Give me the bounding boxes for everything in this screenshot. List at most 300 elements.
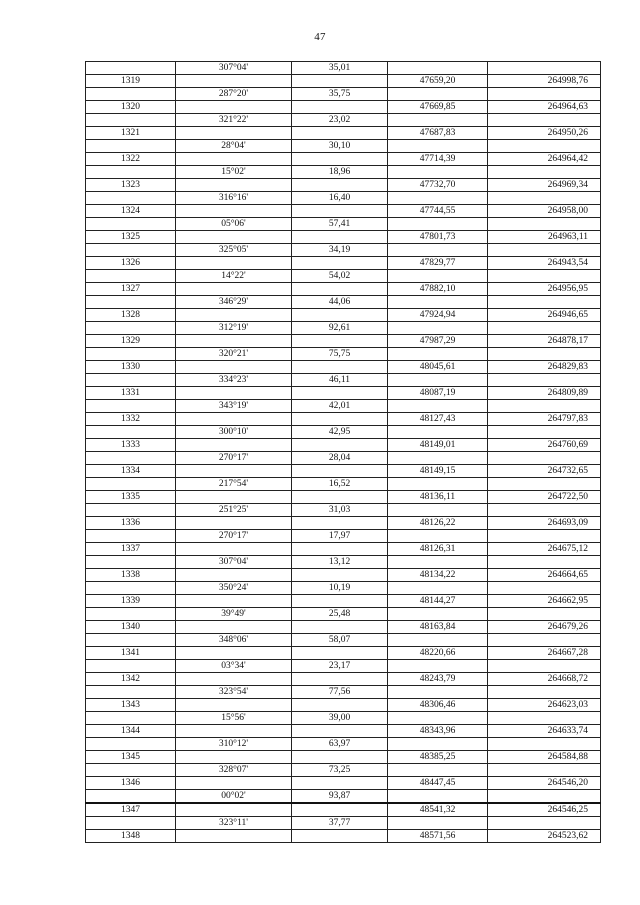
distance-cell: 25,48 (292, 608, 388, 621)
point-id-cell (86, 140, 176, 153)
distance-cell (292, 309, 388, 322)
y-coordinate-cell (488, 686, 601, 699)
y-coordinate-cell: 264679,26 (488, 621, 601, 634)
point-row (86, 205, 601, 218)
point-row (86, 257, 601, 270)
y-coordinate-cell (488, 608, 601, 621)
y-coordinate-cell (488, 192, 601, 205)
x-coordinate-cell: 47669,85 (388, 101, 488, 114)
x-coordinate-cell: 48541,32 (388, 803, 488, 817)
angle-cell: 251°25' (176, 504, 292, 517)
point-row (86, 387, 601, 400)
point-id-cell: 1321 (86, 127, 176, 140)
measure-row (86, 62, 601, 75)
angle-cell (176, 75, 292, 88)
x-coordinate-cell: 48149,15 (388, 465, 488, 478)
angle-cell: 270°17' (176, 452, 292, 465)
point-id-cell: 1342 (86, 673, 176, 686)
distance-cell: 30,10 (292, 140, 388, 153)
distance-cell (292, 543, 388, 556)
angle-cell: 00°02' (176, 790, 292, 804)
distance-cell: 77,56 (292, 686, 388, 699)
x-coordinate-cell: 48134,22 (388, 569, 488, 582)
x-coordinate-cell (388, 296, 488, 309)
y-coordinate-cell: 264546,20 (488, 777, 601, 790)
measure-row (86, 660, 601, 673)
point-row (86, 699, 601, 712)
point-id-cell (86, 270, 176, 283)
distance-cell (292, 101, 388, 114)
distance-cell: 16,40 (292, 192, 388, 205)
y-coordinate-cell: 264969,34 (488, 179, 601, 192)
angle-cell: 287°20' (176, 88, 292, 101)
distance-cell (292, 257, 388, 270)
x-coordinate-cell: 47829,77 (388, 257, 488, 270)
point-row (86, 491, 601, 504)
point-id-cell: 1333 (86, 439, 176, 452)
point-id-cell (86, 426, 176, 439)
angle-cell (176, 439, 292, 452)
angle-cell (176, 830, 292, 843)
point-id-cell (86, 738, 176, 751)
distance-cell: 34,19 (292, 244, 388, 257)
distance-cell: 63,97 (292, 738, 388, 751)
point-id-cell: 1331 (86, 387, 176, 400)
angle-cell (176, 543, 292, 556)
measure-row (86, 582, 601, 595)
point-id-cell (86, 62, 176, 75)
y-coordinate-cell: 264963,11 (488, 231, 601, 244)
distance-cell (292, 569, 388, 582)
x-coordinate-cell: 48136,11 (388, 491, 488, 504)
measure-row (86, 426, 601, 439)
angle-cell: 15°02' (176, 166, 292, 179)
angle-cell: 270°17' (176, 530, 292, 543)
point-id-cell: 1336 (86, 517, 176, 530)
angle-cell (176, 803, 292, 817)
x-coordinate-cell (388, 88, 488, 101)
distance-cell: 31,03 (292, 504, 388, 517)
angle-cell (176, 595, 292, 608)
x-coordinate-cell: 47882,10 (388, 283, 488, 296)
angle-cell (176, 179, 292, 192)
x-coordinate-cell: 48127,43 (388, 413, 488, 426)
x-coordinate-cell: 47687,83 (388, 127, 488, 140)
angle-cell: 14°22' (176, 270, 292, 283)
measure-row (86, 738, 601, 751)
y-coordinate-cell: 264958,00 (488, 205, 601, 218)
x-coordinate-cell (388, 218, 488, 231)
distance-cell (292, 231, 388, 244)
point-id-cell: 1334 (86, 465, 176, 478)
distance-cell (292, 673, 388, 686)
angle-cell (176, 361, 292, 374)
y-coordinate-cell: 264693,09 (488, 517, 601, 530)
x-coordinate-cell: 47744,55 (388, 205, 488, 218)
y-coordinate-cell (488, 504, 601, 517)
distance-cell (292, 127, 388, 140)
x-coordinate-cell (388, 738, 488, 751)
x-coordinate-cell (388, 660, 488, 673)
x-coordinate-cell (388, 530, 488, 543)
point-id-cell: 1325 (86, 231, 176, 244)
angle-cell: 15°56' (176, 712, 292, 725)
measure-row (86, 634, 601, 647)
x-coordinate-cell (388, 478, 488, 491)
distance-cell: 17,97 (292, 530, 388, 543)
point-row (86, 283, 601, 296)
coordinates-table (85, 61, 601, 843)
y-coordinate-cell: 264956,95 (488, 283, 601, 296)
point-id-cell: 1332 (86, 413, 176, 426)
point-id-cell: 1319 (86, 75, 176, 88)
measure-row (86, 764, 601, 777)
y-coordinate-cell: 264546,25 (488, 803, 601, 817)
angle-cell (176, 517, 292, 530)
measure-row (86, 530, 601, 543)
point-id-cell: 1347 (86, 803, 176, 817)
y-coordinate-cell (488, 426, 601, 439)
distance-cell: 73,25 (292, 764, 388, 777)
point-id-cell (86, 530, 176, 543)
y-coordinate-cell (488, 114, 601, 127)
measure-row (86, 478, 601, 491)
x-coordinate-cell: 48126,22 (388, 517, 488, 530)
distance-cell (292, 179, 388, 192)
y-coordinate-cell: 264675,12 (488, 543, 601, 556)
x-coordinate-cell (388, 140, 488, 153)
point-id-cell: 1323 (86, 179, 176, 192)
x-coordinate-cell (388, 270, 488, 283)
point-id-cell: 1330 (86, 361, 176, 374)
point-id-cell: 1320 (86, 101, 176, 114)
distance-cell: 46,11 (292, 374, 388, 387)
point-id-cell (86, 712, 176, 725)
y-coordinate-cell: 264829,83 (488, 361, 601, 374)
angle-cell: 312°19' (176, 322, 292, 335)
y-coordinate-cell: 264760,69 (488, 439, 601, 452)
point-row (86, 803, 601, 817)
y-coordinate-cell: 264946,65 (488, 309, 601, 322)
y-coordinate-cell: 264964,63 (488, 101, 601, 114)
x-coordinate-cell (388, 790, 488, 804)
point-row (86, 127, 601, 140)
x-coordinate-cell (388, 608, 488, 621)
point-row (86, 777, 601, 790)
page-number: 47 (314, 31, 326, 43)
y-coordinate-cell (488, 88, 601, 101)
distance-cell: 42,95 (292, 426, 388, 439)
y-coordinate-cell (488, 764, 601, 777)
measure-row (86, 790, 601, 804)
point-row (86, 179, 601, 192)
distance-cell: 23,02 (292, 114, 388, 127)
point-id-cell (86, 218, 176, 231)
angle-cell (176, 231, 292, 244)
y-coordinate-cell (488, 322, 601, 335)
angle-cell: 39°49' (176, 608, 292, 621)
angle-cell: 323°54' (176, 686, 292, 699)
point-row (86, 647, 601, 660)
x-coordinate-cell: 48447,45 (388, 777, 488, 790)
angle-cell (176, 153, 292, 166)
distance-cell: 93,87 (292, 790, 388, 804)
measure-row (86, 244, 601, 257)
x-coordinate-cell (388, 582, 488, 595)
measure-row (86, 218, 601, 231)
point-id-cell (86, 452, 176, 465)
angle-cell: 03°34' (176, 660, 292, 673)
y-coordinate-cell (488, 400, 601, 413)
y-coordinate-cell (488, 244, 601, 257)
angle-cell: 325°05' (176, 244, 292, 257)
angle-cell: 217°54' (176, 478, 292, 491)
y-coordinate-cell (488, 218, 601, 231)
point-id-cell (86, 244, 176, 257)
distance-cell (292, 387, 388, 400)
x-coordinate-cell: 48343,96 (388, 725, 488, 738)
x-coordinate-cell: 48087,19 (388, 387, 488, 400)
point-row (86, 153, 601, 166)
angle-cell: 321°22' (176, 114, 292, 127)
distance-cell (292, 413, 388, 426)
angle-cell (176, 621, 292, 634)
measure-row (86, 374, 601, 387)
angle-cell (176, 309, 292, 322)
point-row (86, 361, 601, 374)
y-coordinate-cell: 264722,50 (488, 491, 601, 504)
measure-row (86, 608, 601, 621)
angle-cell (176, 725, 292, 738)
point-id-cell: 1324 (86, 205, 176, 218)
measure-row (86, 400, 601, 413)
x-coordinate-cell: 47987,29 (388, 335, 488, 348)
measure-row (86, 348, 601, 361)
point-row (86, 751, 601, 764)
x-coordinate-cell (388, 374, 488, 387)
point-id-cell (86, 556, 176, 569)
angle-cell: 05°06' (176, 218, 292, 231)
distance-cell: 16,52 (292, 478, 388, 491)
x-coordinate-cell (388, 400, 488, 413)
point-id-cell (86, 660, 176, 673)
x-coordinate-cell: 48149,01 (388, 439, 488, 452)
point-id-cell (86, 582, 176, 595)
y-coordinate-cell: 264998,76 (488, 75, 601, 88)
measure-row (86, 686, 601, 699)
point-row (86, 101, 601, 114)
angle-cell (176, 387, 292, 400)
point-id-cell (86, 817, 176, 830)
measure-row (86, 166, 601, 179)
y-coordinate-cell (488, 634, 601, 647)
angle-cell: 300°10' (176, 426, 292, 439)
x-coordinate-cell (388, 686, 488, 699)
y-coordinate-cell: 264584,88 (488, 751, 601, 764)
x-coordinate-cell (388, 764, 488, 777)
y-coordinate-cell: 264964,42 (488, 153, 601, 166)
x-coordinate-cell (388, 452, 488, 465)
distance-cell (292, 803, 388, 817)
y-coordinate-cell (488, 270, 601, 283)
distance-cell (292, 830, 388, 843)
x-coordinate-cell (388, 114, 488, 127)
point-id-cell: 1343 (86, 699, 176, 712)
distance-cell: 35,75 (292, 88, 388, 101)
point-id-cell (86, 478, 176, 491)
point-id-cell: 1346 (86, 777, 176, 790)
point-id-cell: 1327 (86, 283, 176, 296)
point-id-cell: 1340 (86, 621, 176, 634)
angle-cell (176, 491, 292, 504)
angle-cell (176, 257, 292, 270)
angle-cell (176, 673, 292, 686)
x-coordinate-cell: 48163,84 (388, 621, 488, 634)
point-id-cell: 1326 (86, 257, 176, 270)
angle-cell: 343°19' (176, 400, 292, 413)
point-row (86, 673, 601, 686)
y-coordinate-cell: 264633,74 (488, 725, 601, 738)
point-id-cell (86, 348, 176, 361)
x-coordinate-cell: 48385,25 (388, 751, 488, 764)
angle-cell: 307°04' (176, 62, 292, 75)
x-coordinate-cell (388, 322, 488, 335)
y-coordinate-cell (488, 374, 601, 387)
angle-cell: 307°04' (176, 556, 292, 569)
distance-cell: 37,77 (292, 817, 388, 830)
measure-row (86, 88, 601, 101)
y-coordinate-cell: 264662,95 (488, 595, 601, 608)
angle-cell (176, 647, 292, 660)
y-coordinate-cell (488, 660, 601, 673)
x-coordinate-cell: 48045,61 (388, 361, 488, 374)
distance-cell: 35,01 (292, 62, 388, 75)
distance-cell: 54,02 (292, 270, 388, 283)
x-coordinate-cell (388, 192, 488, 205)
y-coordinate-cell (488, 348, 601, 361)
angle-cell (176, 127, 292, 140)
angle-cell: 316°16' (176, 192, 292, 205)
point-id-cell (86, 374, 176, 387)
angle-cell: 350°24' (176, 582, 292, 595)
measure-row (86, 114, 601, 127)
distance-cell (292, 699, 388, 712)
x-coordinate-cell (388, 634, 488, 647)
point-id-cell: 1344 (86, 725, 176, 738)
point-id-cell: 1341 (86, 647, 176, 660)
y-coordinate-cell (488, 817, 601, 830)
angle-cell (176, 205, 292, 218)
x-coordinate-cell (388, 244, 488, 257)
point-id-cell (86, 192, 176, 205)
point-row (86, 231, 601, 244)
distance-cell: 23,17 (292, 660, 388, 673)
point-row (86, 413, 601, 426)
angle-cell: 348°06' (176, 634, 292, 647)
distance-cell (292, 517, 388, 530)
y-coordinate-cell (488, 62, 601, 75)
point-id-cell (86, 166, 176, 179)
distance-cell (292, 491, 388, 504)
y-coordinate-cell (488, 556, 601, 569)
distance-cell: 18,96 (292, 166, 388, 179)
y-coordinate-cell: 264623,03 (488, 699, 601, 712)
measure-row (86, 504, 601, 517)
point-id-cell (86, 322, 176, 335)
y-coordinate-cell (488, 166, 601, 179)
angle-cell (176, 699, 292, 712)
point-id-cell (86, 296, 176, 309)
distance-cell (292, 205, 388, 218)
distance-cell (292, 751, 388, 764)
y-coordinate-cell (488, 738, 601, 751)
distance-cell (292, 439, 388, 452)
coordinates-table-body (86, 62, 601, 843)
measure-row (86, 556, 601, 569)
distance-cell (292, 725, 388, 738)
x-coordinate-cell: 47924,94 (388, 309, 488, 322)
point-row (86, 830, 601, 843)
angle-cell (176, 777, 292, 790)
x-coordinate-cell (388, 817, 488, 830)
angle-cell: 328°07' (176, 764, 292, 777)
point-id-cell: 1329 (86, 335, 176, 348)
y-coordinate-cell (488, 530, 601, 543)
y-coordinate-cell: 264950,26 (488, 127, 601, 140)
point-row (86, 517, 601, 530)
distance-cell (292, 361, 388, 374)
distance-cell (292, 283, 388, 296)
angle-cell (176, 465, 292, 478)
point-row (86, 621, 601, 634)
distance-cell: 10,19 (292, 582, 388, 595)
x-coordinate-cell: 48220,66 (388, 647, 488, 660)
x-coordinate-cell: 47714,39 (388, 153, 488, 166)
distance-cell: 44,06 (292, 296, 388, 309)
point-id-cell: 1335 (86, 491, 176, 504)
point-row (86, 75, 601, 88)
point-id-cell (86, 114, 176, 127)
measure-row (86, 140, 601, 153)
y-coordinate-cell (488, 296, 601, 309)
distance-cell (292, 153, 388, 166)
angle-cell: 323°11' (176, 817, 292, 830)
angle-cell (176, 413, 292, 426)
point-row (86, 465, 601, 478)
distance-cell: 13,12 (292, 556, 388, 569)
x-coordinate-cell: 48144,27 (388, 595, 488, 608)
distance-cell (292, 777, 388, 790)
point-row (86, 725, 601, 738)
point-id-cell: 1328 (86, 309, 176, 322)
y-coordinate-cell (488, 790, 601, 804)
angle-cell (176, 335, 292, 348)
measure-row (86, 192, 601, 205)
point-id-cell (86, 790, 176, 804)
point-id-cell (86, 764, 176, 777)
x-coordinate-cell (388, 348, 488, 361)
y-coordinate-cell: 264878,17 (488, 335, 601, 348)
distance-cell: 28,04 (292, 452, 388, 465)
distance-cell: 75,75 (292, 348, 388, 361)
angle-cell (176, 283, 292, 296)
x-coordinate-cell (388, 166, 488, 179)
point-row (86, 309, 601, 322)
y-coordinate-cell (488, 712, 601, 725)
point-row (86, 335, 601, 348)
x-coordinate-cell: 48571,56 (388, 830, 488, 843)
point-id-cell (86, 608, 176, 621)
